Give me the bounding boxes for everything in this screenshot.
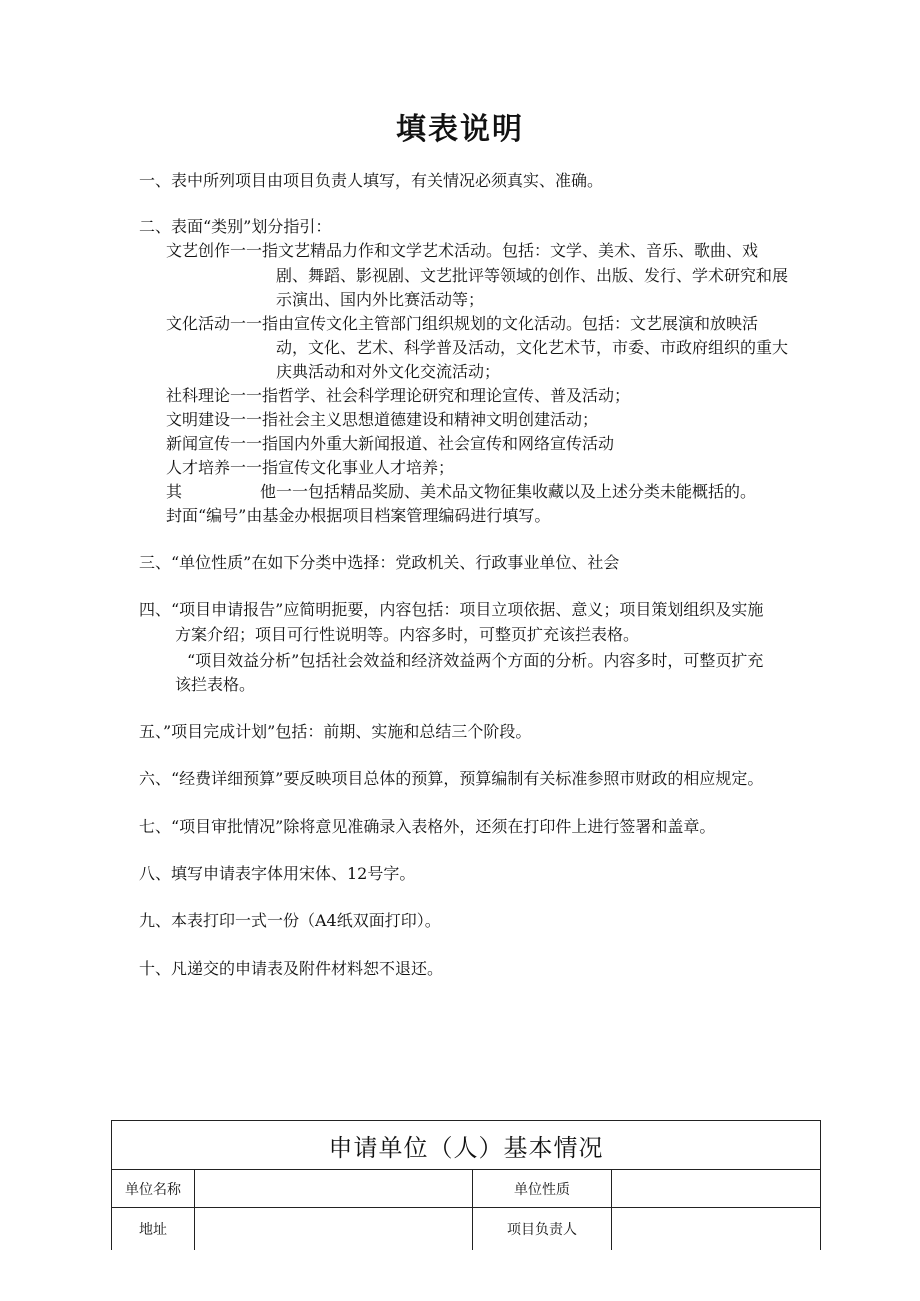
category-wenhua-line-1: 文化活动一一指由宣传文化主管部门组织规划的文化活动。包括：文艺展演和放映活 — [166, 314, 759, 333]
category-wenming: 文明建设一一指社会主义思想道德建设和精神文明创建活动； — [166, 410, 599, 429]
unit-name-label: 单位名称 — [112, 1170, 195, 1208]
instruction-10: 十、凡递交的申请表及附件材料恕不退还。 — [139, 959, 444, 978]
instruction-6: 六、“经费详细预算”要反映项目总体的预算，预算编制有关标准参照市财政的相应规定。 — [139, 769, 764, 788]
category-sheke: 社科理论一一指哲学、社会科学理论研究和理论宣传、普及活动； — [166, 386, 631, 405]
category-rencai: 人才培养一一指宣传文化事业人才培养； — [166, 458, 455, 477]
instruction-5: 五、”项目完成计划”包括：前期、实施和总结三个阶段。 — [139, 722, 532, 741]
category-wenyi-line-2: 剧、舞蹈、影视剧、文艺批评等领域的创作、出版、发行、学术研究和展 — [276, 266, 789, 285]
instruction-2-heading: 二、表面“类别”划分指引： — [139, 217, 332, 236]
category-wenhua-line-3: 庆典活动和对外文化交流活动； — [276, 362, 501, 381]
category-wenyi-line-3: 示演出、国内外比赛活动等； — [276, 290, 485, 309]
address-field[interactable] — [195, 1208, 473, 1251]
project-leader-field[interactable] — [612, 1208, 821, 1251]
instruction-1: 一、表中所列项目由项目负责人填写，有关情况必须真实、准确。 — [139, 171, 604, 190]
unit-name-field[interactable] — [195, 1170, 473, 1208]
category-qita-b: 他一一包括精品奖励、美术品文物征集收藏以及上述分类未能概括的。 — [260, 482, 757, 501]
project-leader-label: 项目负责人 — [473, 1208, 612, 1251]
unit-nature-label: 单位性质 — [473, 1170, 612, 1208]
applicant-info-table — [111, 1120, 821, 1250]
instruction-4-line-1: 四、“项目申请报告”应简明扼要，内容包括：项目立项依据、意义；项目策划组织及实施 — [139, 600, 764, 619]
category-wenyi-line-1: 文艺创作一一指文艺精品力作和文学艺术活动。包括：文学、美术、音乐、歌曲、戏 — [166, 241, 759, 260]
instruction-9: 九、本表打印一式一份（A4纸双面打印）。 — [139, 911, 441, 930]
category-qita-a: 其 — [166, 482, 183, 501]
table-heading: 申请单位（人）基本情况 — [112, 1121, 821, 1170]
instruction-4-line-4: 该拦表格。 — [175, 675, 256, 694]
address-label: 地址 — [112, 1208, 195, 1251]
category-wenhua-line-2: 动，文化、艺术、科学普及活动，文化艺术节，市委、市政府组织的重大 — [276, 338, 789, 357]
category-xinwen: 新闻宣传一一指国内外重大新闻报道、社会宣传和网络宣传活动 — [166, 434, 615, 453]
instruction-3: 三、“单位性质”在如下分类中选择：党政机关、行政事业单位、社会 — [139, 553, 620, 572]
page-title: 填表说明 — [396, 112, 524, 147]
instruction-8: 八、填写申请表字体用宋体、12号字。 — [139, 864, 416, 883]
cover-number-note: 封面“编号”由基金办根据项目档案管理编码进行填写。 — [166, 506, 551, 525]
instruction-7: 七、“项目审批情况”除将意见准确录入表格外，还须在打印件上进行签署和盖章。 — [139, 817, 716, 836]
instruction-4-line-3: “项目效益分析”包括社会效益和经济效益两个方面的分析。内容多时，可整页扩充 — [187, 651, 764, 670]
unit-nature-field[interactable] — [612, 1170, 821, 1208]
category-qita — [166, 482, 756, 502]
instruction-4-line-2: 方案介绍；项目可行性说明等。内容多时，可整页扩充该拦表格。 — [175, 625, 640, 644]
